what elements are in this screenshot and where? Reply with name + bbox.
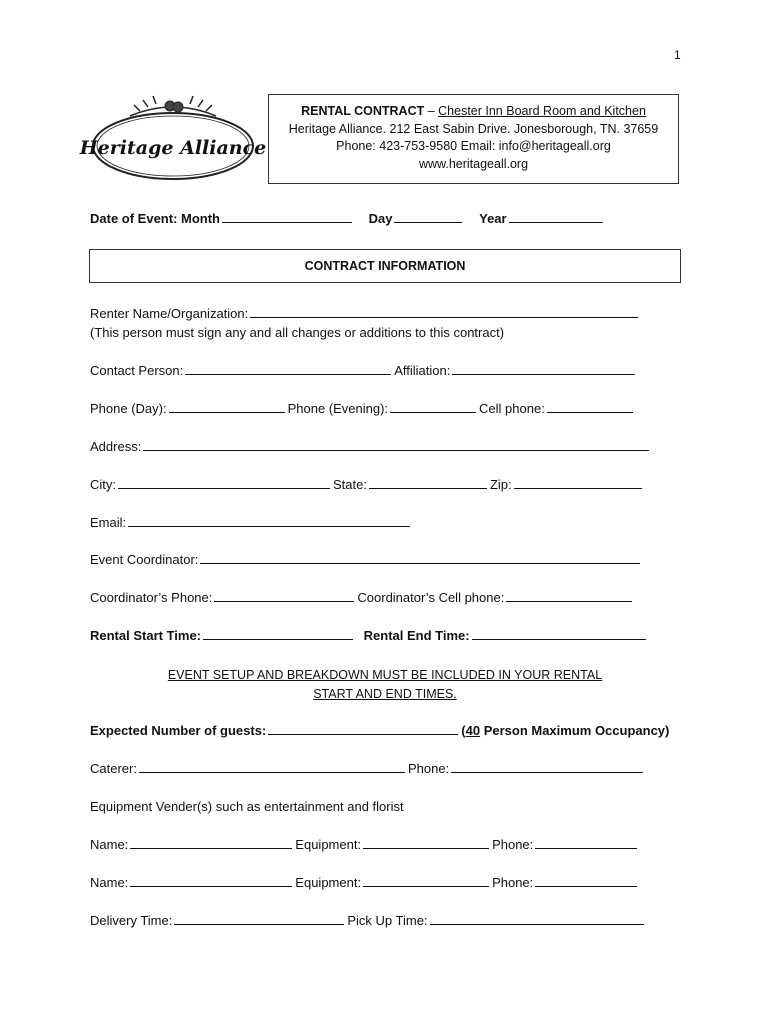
event-coordinator-row bbox=[90, 552, 643, 567]
coordinator-label: Event Coordinator: bbox=[90, 552, 199, 567]
month-label: Date of Event: Month bbox=[90, 211, 220, 226]
email-label: Email: bbox=[90, 515, 127, 530]
notice-line-1: EVENT SETUP AND BREAKDOWN MUST BE INCLUDED IN YOUR RENTAL bbox=[167, 668, 603, 682]
cell-phone-field[interactable] bbox=[547, 401, 633, 413]
caterer-phone-label: Phone: bbox=[407, 761, 450, 776]
vendor-phone-label: Phone: bbox=[492, 837, 534, 852]
phone-evening-label: Phone (Evening): bbox=[287, 401, 389, 416]
vendor-name-field[interactable] bbox=[130, 837, 292, 849]
rental-end-label: Rental End Time: bbox=[363, 628, 470, 643]
caterer-label: Caterer: bbox=[90, 761, 137, 776]
vendor-phone-label: Phone: bbox=[492, 875, 534, 890]
delivery-time-field[interactable] bbox=[174, 913, 344, 925]
renter-label: Renter Name/Organization: bbox=[90, 306, 249, 321]
pickup-time-field[interactable] bbox=[430, 913, 644, 925]
occupancy-text: Person Maximum Occupancy) bbox=[480, 723, 670, 738]
zip-label: Zip: bbox=[489, 477, 512, 492]
date-of-event-row bbox=[90, 211, 606, 226]
zip-field[interactable] bbox=[514, 477, 642, 489]
heritage-alliance-logo bbox=[79, 94, 267, 184]
coordinator-field[interactable] bbox=[200, 552, 640, 564]
guests-field[interactable] bbox=[268, 723, 458, 735]
contract-subtitle: Chester Inn Board Room and Kitchen bbox=[438, 104, 646, 118]
vendor-row bbox=[90, 875, 640, 890]
header-contact: Phone: 423-753-9580 Email: info@heritageall.org bbox=[336, 139, 611, 153]
vendor-name-label: Name: bbox=[90, 837, 129, 852]
state-field[interactable] bbox=[369, 477, 487, 489]
contact-label: Contact Person: bbox=[90, 363, 184, 378]
state-label: State: bbox=[333, 477, 367, 492]
rental-start-label: Rental Start Time: bbox=[90, 628, 202, 643]
vendor-equipment-field[interactable] bbox=[363, 875, 489, 887]
vendor-name-label: Name: bbox=[90, 875, 129, 890]
day-field[interactable] bbox=[394, 211, 462, 223]
month-field[interactable] bbox=[222, 211, 352, 223]
affiliation-field[interactable] bbox=[452, 363, 635, 375]
delivery-pickup-row bbox=[90, 913, 647, 928]
title-dash: – bbox=[424, 104, 439, 118]
phone-evening-field[interactable] bbox=[390, 401, 476, 413]
address-label: Address: bbox=[90, 439, 142, 454]
renter-row bbox=[90, 306, 641, 321]
email-field[interactable] bbox=[128, 515, 410, 527]
guests-label: Expected Number of guests: bbox=[90, 723, 267, 738]
coordinator-cell-label: Coordinator’s Cell phone: bbox=[357, 590, 505, 605]
caterer-field[interactable] bbox=[139, 761, 405, 773]
vendors-heading: Equipment Vender(s) such as entertainment and florist bbox=[90, 799, 404, 814]
occupancy-number: 40 bbox=[465, 723, 481, 738]
caterer-phone-field[interactable] bbox=[451, 761, 643, 773]
phone-day-label: Phone (Day): bbox=[90, 401, 167, 416]
contact-row bbox=[90, 363, 638, 378]
vendor-phone-field[interactable] bbox=[535, 875, 637, 887]
renter-note: (This person must sign any and all changes or additions to this contract) bbox=[90, 325, 505, 340]
phone-row bbox=[90, 401, 636, 416]
contract-information-heading: CONTRACT INFORMATION bbox=[89, 249, 681, 283]
renter-field[interactable] bbox=[250, 306, 638, 318]
occupancy-open: ( bbox=[461, 723, 466, 738]
cell-phone-label: Cell phone: bbox=[479, 401, 545, 416]
coordinator-phone-row bbox=[90, 590, 635, 605]
contract-title: RENTAL CONTRACT bbox=[301, 104, 425, 118]
rental-end-field[interactable] bbox=[472, 628, 646, 640]
page-number: 1 bbox=[674, 48, 681, 62]
logo-text: Heritage Alliance bbox=[79, 137, 267, 159]
affiliation-label: Affiliation: bbox=[394, 363, 451, 378]
vendor-row bbox=[90, 837, 640, 852]
email-row bbox=[90, 515, 413, 530]
rental-time-row bbox=[90, 628, 649, 643]
coordinator-phone-label: Coordinator’s Phone: bbox=[90, 590, 213, 605]
year-label: Year bbox=[479, 211, 507, 226]
pickup-time-label: Pick Up Time: bbox=[347, 913, 428, 928]
vendor-equipment-label: Equipment: bbox=[295, 875, 362, 890]
guests-row bbox=[90, 723, 669, 738]
address-row bbox=[90, 439, 652, 454]
vendor-name-field[interactable] bbox=[130, 875, 292, 887]
vendor-equipment-label: Equipment: bbox=[295, 837, 362, 852]
header-address: Heritage Alliance. 212 East Sabin Drive. Jonesborough, TN. 37659 bbox=[288, 121, 659, 136]
delivery-time-label: Delivery Time: bbox=[90, 913, 173, 928]
notice-line-2: START AND END TIMES. bbox=[313, 687, 457, 701]
setup-breakdown-notice bbox=[90, 666, 680, 704]
vendor-phone-field[interactable] bbox=[535, 837, 637, 849]
header-box bbox=[268, 94, 679, 184]
address-field[interactable] bbox=[143, 439, 649, 451]
day-label: Day bbox=[368, 211, 393, 226]
year-field[interactable] bbox=[509, 211, 603, 223]
phone-day-field[interactable] bbox=[169, 401, 285, 413]
header-website: www.heritageall.org bbox=[418, 156, 529, 171]
vendor-equipment-field[interactable] bbox=[363, 837, 489, 849]
coordinator-cell-field[interactable] bbox=[506, 590, 632, 602]
contact-field[interactable] bbox=[185, 363, 391, 375]
city-label: City: bbox=[90, 477, 116, 492]
coordinator-phone-field[interactable] bbox=[214, 590, 354, 602]
city-state-zip-row bbox=[90, 477, 645, 492]
city-field[interactable] bbox=[118, 477, 330, 489]
caterer-row bbox=[90, 761, 646, 776]
rental-start-field[interactable] bbox=[203, 628, 353, 640]
